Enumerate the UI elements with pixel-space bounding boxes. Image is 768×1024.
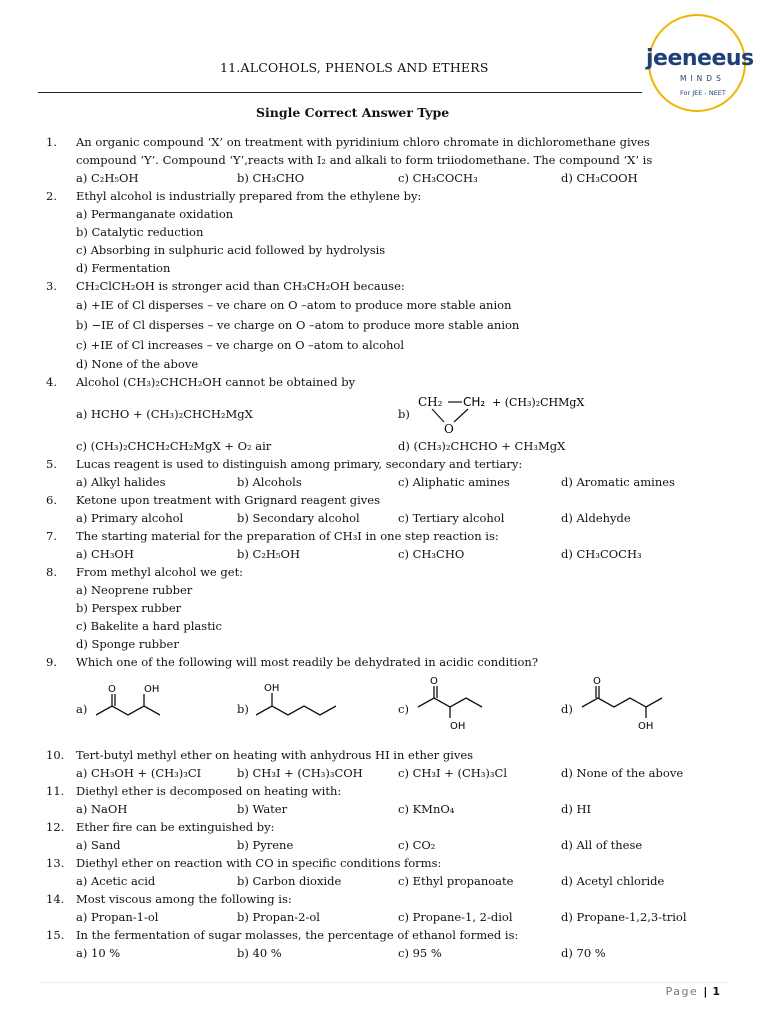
option-c: c) xyxy=(398,702,409,716)
hydroxyl-label: OH xyxy=(638,721,654,732)
option-b: b) Carbon dioxide xyxy=(237,874,342,888)
question-text: Which one of the following will most readily be dehydrated in acidic condition? xyxy=(76,655,539,669)
option-c: c) Aliphatic amines xyxy=(398,475,510,489)
option-d: d) None of the above xyxy=(76,357,199,371)
question-number: 12. xyxy=(46,820,65,834)
epoxide-ch2-left: CH₂ xyxy=(418,395,443,409)
option-b: b) −IE of Cl disperses – ve charge on O –atom to produce more stable anion xyxy=(76,318,520,332)
structure-d xyxy=(578,673,678,733)
carbon-chain xyxy=(96,706,160,715)
hydroxyl-label: OH xyxy=(264,683,280,694)
question-text: Ketone upon treatment with Grignard reagent gives xyxy=(76,493,381,507)
page-footer xyxy=(666,985,720,998)
structure-b xyxy=(252,681,342,727)
option-d: d) Aromatic amines xyxy=(561,475,675,489)
option-a: a) +IE of Cl disperses – ve chare on O –atom to produce more stable anion xyxy=(76,298,512,312)
epoxide-bond xyxy=(432,409,444,422)
option-c: c) +IE of Cl increases – ve charge on O –atom to alcohol xyxy=(76,338,405,352)
question-text: compound ‘Y’. Compound ‘Y’,reacts with I₂ and alkali to form triiodomethane. The compound ‘X’ is xyxy=(76,153,653,167)
question-text: Most viscous among the following is: xyxy=(76,892,292,906)
question-text: An organic compound ‘X’ on treatment with pyridinium chloro chromate in dichloromethane gives xyxy=(76,135,650,149)
option-a: a) Acetic acid xyxy=(76,874,156,888)
option-c: c) Tertiary alcohol xyxy=(398,511,505,525)
question-number: 6. xyxy=(46,493,57,507)
hydroxyl-label: OH xyxy=(450,721,466,732)
option-c: c) Propane-1, 2-diol xyxy=(398,910,513,924)
question-number: 15. xyxy=(46,928,65,942)
carbon-chain xyxy=(256,706,336,715)
question-text: CH₂ClCH₂OH is stronger acid than CH₃CH₂OH because: xyxy=(76,279,405,293)
epoxide-reagent xyxy=(418,391,608,435)
option-b: b) xyxy=(398,407,410,421)
grignard-reagent: + (CH₃)₂CHMgX xyxy=(492,396,585,409)
question-text: From methyl alcohol we get: xyxy=(76,565,244,579)
option-a: a) CH₃OH xyxy=(76,547,134,561)
page-title: 11.ALCOHOLS, PHENOLS AND ETHERS xyxy=(220,60,489,75)
option-d: d) Fermentation xyxy=(76,261,171,275)
option-d: d) Sponge rubber xyxy=(76,637,179,651)
oxygen-label: O xyxy=(430,676,438,687)
question-number: 11. xyxy=(46,784,65,798)
option-a: a) Sand xyxy=(76,838,121,852)
question-number: 9. xyxy=(46,655,57,669)
hydroxyl-label: OH xyxy=(144,684,160,695)
logo-subtitle: MINDS xyxy=(680,74,725,83)
option-b: b) Secondary alcohol xyxy=(237,511,360,525)
oxygen-label: O xyxy=(108,684,116,695)
question-text: The starting material for the preparation of CH₃I in one step reaction is: xyxy=(76,529,499,543)
option-b: b) CH₃I + (CH₃)₃COH xyxy=(237,766,363,780)
option-a: a) Neoprene rubber xyxy=(76,583,193,597)
option-c: c) CH₃I + (CH₃)₃Cl xyxy=(398,766,508,780)
footer-divider xyxy=(38,982,728,983)
option-b: b) Catalytic reduction xyxy=(76,225,204,239)
option-b: b) Perspex rubber xyxy=(76,601,182,615)
epoxide-bond xyxy=(454,409,468,422)
question-text: Ether fire can be extinguished by: xyxy=(76,820,275,834)
option-d: d) Acetyl chloride xyxy=(561,874,665,888)
option-a: a) HCHO + (CH₃)₂CHCH₂MgX xyxy=(76,407,253,421)
option-d: d) xyxy=(561,702,573,716)
option-c: c) CO₂ xyxy=(398,838,436,852)
question-text: Diethyl ether is decomposed on heating with: xyxy=(76,784,342,798)
logo-name: jeeneeus xyxy=(646,46,754,71)
option-b: b) Water xyxy=(237,802,288,816)
option-a: a) C₂H₅OH xyxy=(76,171,139,185)
option-a: a) Alkyl halides xyxy=(76,475,166,489)
question-number: 5. xyxy=(46,457,57,471)
option-d: d) CH₃COCH₃ xyxy=(561,547,642,561)
option-c: c) KMnO₄ xyxy=(398,802,455,816)
question-text: Tert-butyl methyl ether on heating with anhydrous HI in ether gives xyxy=(76,748,474,762)
oxygen-label: O xyxy=(593,676,601,687)
option-d: d) 70 % xyxy=(561,946,606,960)
question-number: 4. xyxy=(46,375,57,389)
option-a: a) Permanganate oxidation xyxy=(76,207,234,221)
option-d: d) HI xyxy=(561,802,592,816)
epoxide-ch2-right: CH₂ xyxy=(463,395,486,409)
option-a: a) Primary alcohol xyxy=(76,511,184,525)
question-text: Diethyl ether on reaction with CO in specific conditions forms: xyxy=(76,856,442,870)
option-c: c) Ethyl propanoate xyxy=(398,874,514,888)
question-number: 8. xyxy=(46,565,57,579)
option-a: a) 10 % xyxy=(76,946,121,960)
carbon-chain xyxy=(418,698,482,707)
question-number: 3. xyxy=(46,279,57,293)
question-text: In the fermentation of sugar molasses, the percentage of ethanol formed is: xyxy=(76,928,519,942)
option-d: d) (CH₃)₂CHCHO + CH₃MgX xyxy=(398,439,566,453)
option-b: b) C₂H₅OH xyxy=(237,547,301,561)
option-a: a) CH₃OH + (CH₃)₃CI xyxy=(76,766,202,780)
option-b: b) 40 % xyxy=(237,946,282,960)
option-b: b) CH₃CHO xyxy=(237,171,305,185)
option-c: c) CH₃CHO xyxy=(398,547,465,561)
section-heading: Single Correct Answer Type xyxy=(256,105,450,120)
option-c: c) 95 % xyxy=(398,946,442,960)
question-number: 14. xyxy=(46,892,65,906)
structure-a xyxy=(92,681,176,727)
carbon-chain xyxy=(582,698,662,707)
option-c: c) CH₃COCH₃ xyxy=(398,171,478,185)
option-a: a) Propan-1-ol xyxy=(76,910,159,924)
question-number: 10. xyxy=(46,748,65,762)
brand-logo xyxy=(640,10,758,110)
option-d: d) Aldehyde xyxy=(561,511,631,525)
option-d: d) Propane-1,2,3-triol xyxy=(561,910,687,924)
option-b: b) Propan-2-ol xyxy=(237,910,320,924)
option-b: b) xyxy=(237,702,249,716)
logo-tagline: For JEE - NEET xyxy=(680,89,726,97)
question-number: 2. xyxy=(46,189,57,203)
header-divider xyxy=(38,92,642,93)
question-text: Lucas reagent is used to distinguish among primary, secondary and tertiary: xyxy=(76,457,523,471)
option-b: b) Alcohols xyxy=(237,475,302,489)
structure-c xyxy=(414,673,504,733)
option-d: d) CH₃COOH xyxy=(561,171,638,185)
option-b: b) Pyrene xyxy=(237,838,294,852)
option-d: d) None of the above xyxy=(561,766,684,780)
question-number: 7. xyxy=(46,529,57,543)
question-text: Ethyl alcohol is industrially prepared from the ethylene by: xyxy=(76,189,422,203)
option-a: a) xyxy=(76,702,88,716)
option-d: d) All of these xyxy=(561,838,643,852)
page-number: 1 xyxy=(712,985,720,998)
option-c: c) Absorbing in sulphuric acid followed by hydrolysis xyxy=(76,243,386,257)
epoxide-oxygen: O xyxy=(444,422,454,435)
question-text: Alcohol (CH₃)₂CHCH₂OH cannot be obtained by xyxy=(76,375,356,389)
page-label: Page xyxy=(665,985,699,998)
question-number: 13. xyxy=(46,856,65,870)
option-c: c) Bakelite a hard plastic xyxy=(76,619,222,633)
option-c: c) (CH₃)₂CHCH₂CH₂MgX + O₂ air xyxy=(76,439,272,453)
question-number: 1. xyxy=(46,135,57,149)
option-a: a) NaOH xyxy=(76,802,128,816)
page-separator: | xyxy=(703,985,708,998)
